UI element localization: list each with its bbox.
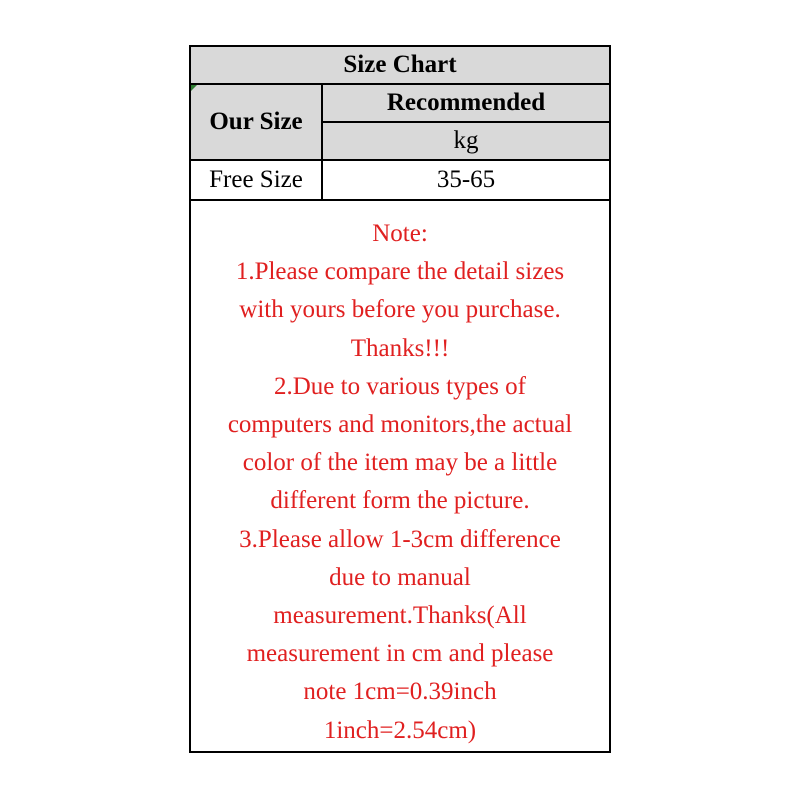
note-line: 3.Please allow 1-3cm difference: [239, 525, 561, 553]
note-line: Thanks!!!: [350, 334, 450, 362]
note-line: color of the item may be a little: [242, 449, 558, 477]
note-line: measurement in cm and please: [246, 640, 554, 668]
size-chart-table: [189, 45, 611, 753]
note-line: computers and monitors,the actual: [227, 411, 573, 439]
note-line: 1.Please compare the detail sizes: [235, 258, 565, 286]
note-line: 2.Due to various types of: [273, 372, 527, 400]
our-size-label: Our Size: [209, 108, 303, 135]
note-line: due to manual: [329, 563, 471, 591]
size-cell: Free Size: [191, 161, 323, 201]
note-line: different form the picture.: [270, 487, 530, 515]
weight-unit-header: kg: [323, 123, 609, 161]
weight-range-cell: 35-65: [323, 161, 609, 201]
note-heading: Note:: [372, 220, 428, 247]
size-chart-title: Size Chart: [191, 47, 609, 85]
note-line: note 1cm=0.39inch: [303, 678, 497, 706]
recommended-header: Recommended: [323, 85, 609, 123]
note-line: 1inch=2.54cm): [323, 716, 477, 744]
note-line: measurement.Thanks(All: [273, 602, 527, 630]
cell-corner-marker: [191, 85, 197, 91]
note-block: [191, 215, 609, 750]
our-size-header: [191, 85, 323, 161]
note-line: with yours before you purchase.: [239, 296, 561, 324]
